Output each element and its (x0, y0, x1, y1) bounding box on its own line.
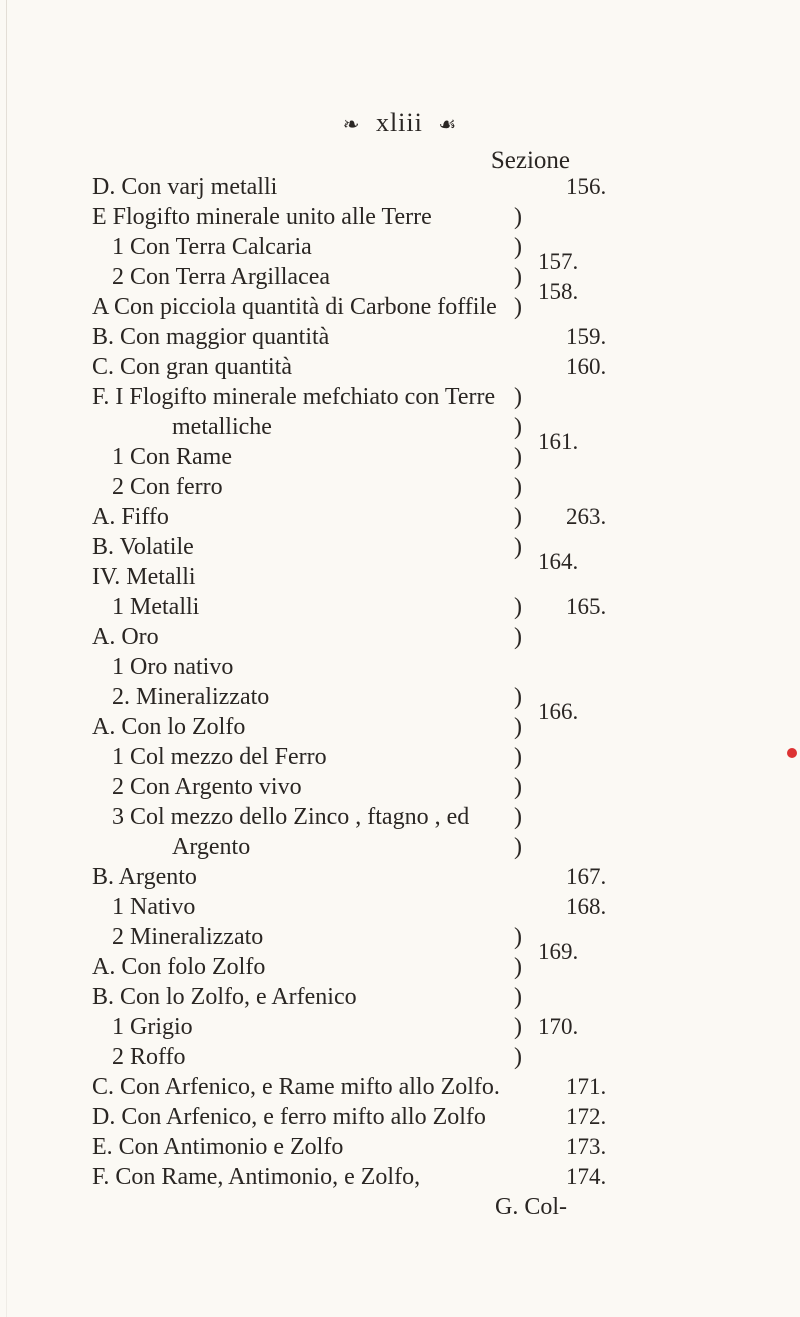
section-number: 160. (566, 354, 607, 379)
entry-line: 1 Con Terra Calcaria (112, 234, 312, 260)
section-number: 171. (566, 1074, 607, 1099)
section-number: 161. (538, 429, 579, 454)
page-header (0, 108, 800, 138)
section-number: 156. (566, 174, 607, 199)
bracket-glyph: ) (514, 294, 522, 320)
entry-line: B. Con maggior quantità (92, 324, 330, 350)
entry-line: B. Con lo Zolfo, e Arfenico (92, 984, 357, 1010)
section-number: 164. (538, 549, 579, 574)
section-number: 167. (566, 864, 607, 889)
ornament-right-icon: ☙ (438, 114, 458, 136)
entry-line: 1 Nativo (112, 894, 196, 920)
bracket-glyph: ) (514, 234, 522, 260)
section-number: 174. (566, 1164, 607, 1189)
entry-line: D. Con varj metalli (92, 174, 278, 200)
entry-line: Argento (172, 834, 251, 860)
entry-line: metalliche (172, 414, 272, 440)
entry-line: C. Con gran quantità (92, 354, 292, 380)
entry-line: B. Volatile (92, 534, 194, 560)
section-number: 157. (538, 249, 579, 274)
entry-line: E Flogifto minerale unito alle Terre (92, 204, 432, 230)
entry-line: B. Argento (92, 864, 197, 890)
bracket-glyph: ) (514, 504, 522, 530)
section-number: 166. (538, 699, 579, 724)
section-number: 165. (566, 594, 607, 619)
entry-line: C. Con Arfenico, e Rame mifto allo Zolfo. (92, 1074, 500, 1100)
entry-line: 1 Con Rame (112, 444, 232, 470)
entry-line: 1 Grigio (112, 1014, 193, 1040)
entry-line: A. Con lo Zolfo (92, 714, 246, 740)
entry-line: D. Con Arfenico, e ferro mifto allo Zolfo (92, 1104, 486, 1130)
bracket-glyph: ) (514, 444, 522, 470)
bracket-glyph: ) (514, 594, 522, 620)
bracket-glyph: ) (514, 534, 522, 560)
entry-line: 1 Col mezzo del Ferro (112, 744, 327, 770)
section-number: 158. (538, 279, 579, 304)
bracket-glyph: ) (514, 954, 522, 980)
section-number: 172. (566, 1104, 607, 1129)
bracket-glyph: ) (514, 414, 522, 440)
margin-ink-spot (787, 748, 797, 758)
bracket-glyph: ) (514, 624, 522, 650)
entry-line: A Con picciola quantità di Carbone foffile (92, 294, 497, 320)
bracket-glyph: ) (514, 684, 522, 710)
entry-line: 1 Metalli (112, 594, 200, 620)
bracket-glyph: ) (514, 204, 522, 230)
section-column-heading: Sezione (490, 147, 570, 174)
bracket-glyph: ) (514, 264, 522, 290)
bracket-glyph: ) (514, 474, 522, 500)
entry-line: F. I Flogifto minerale mefchiato con Terre (92, 384, 496, 410)
entry-line: 2 Roffo (112, 1044, 186, 1070)
bracket-glyph: ) (514, 1014, 522, 1040)
section-number: 173. (566, 1134, 607, 1159)
page-number: xliii (375, 108, 423, 137)
entry-line: 2 Con Terra Argillacea (112, 264, 331, 290)
ornament-left-icon: ❧ (342, 114, 361, 136)
bracket-glyph: ) (514, 714, 522, 740)
bracket-glyph: ) (514, 1044, 522, 1070)
entry-line: 2 Mineralizzato (112, 924, 264, 950)
page-edge-shadow (6, 0, 7, 1317)
bracket-glyph: ) (514, 924, 522, 950)
bracket-glyph: ) (514, 804, 522, 830)
section-number: 169. (538, 939, 579, 964)
section-number: 263. (566, 504, 607, 529)
section-number: 170. (538, 1014, 579, 1039)
entry-line: IV. Metalli (92, 564, 196, 590)
entry-line: 2 Con ferro (112, 474, 223, 500)
entry-line: F. Con Rame, Antimonio, e Zolfo, (92, 1164, 421, 1190)
section-number: 168. (566, 894, 607, 919)
entry-line: 2. Mineralizzato (112, 684, 270, 710)
entry-line: 2 Con Argento vivo (112, 774, 302, 800)
bracket-glyph: ) (514, 384, 522, 410)
entry-line: 3 Col mezzo dello Zinco , ftagno , ed (112, 804, 470, 830)
entry-line: A. Oro (92, 624, 159, 650)
entry-line: A. Con folo Zolfo (92, 954, 266, 980)
entry-line: A. Fiffo (92, 504, 169, 530)
entry-line: E. Con Antimonio e Zolfo (92, 1134, 344, 1160)
catchword: G. Col- (495, 1194, 567, 1220)
bracket-glyph: ) (514, 744, 522, 770)
bracket-glyph: ) (514, 774, 522, 800)
bracket-glyph: ) (514, 984, 522, 1010)
section-number: 159. (566, 324, 607, 349)
entry-line: 1 Oro nativo (112, 654, 234, 680)
bracket-glyph: ) (514, 834, 522, 860)
